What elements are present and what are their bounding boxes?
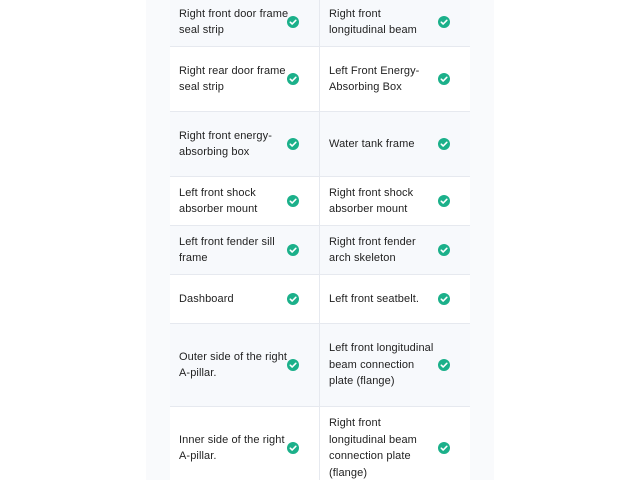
check-circle-icon bbox=[287, 359, 299, 371]
check-circle-icon bbox=[287, 73, 299, 85]
item-cell bbox=[320, 407, 470, 480]
check-circle-icon bbox=[438, 16, 450, 28]
table-row bbox=[170, 324, 470, 407]
check-circle-icon bbox=[287, 195, 299, 207]
item-label: Left front seatbelt. bbox=[329, 292, 420, 305]
item-label: Outer side of the right A-pillar. bbox=[179, 350, 288, 379]
check-circle-icon bbox=[438, 73, 450, 85]
check-circle-icon bbox=[438, 138, 450, 150]
item-cell bbox=[320, 0, 470, 46]
check-circle-icon bbox=[287, 138, 299, 150]
item-cell bbox=[320, 324, 470, 406]
table-row bbox=[170, 47, 470, 112]
item-cell bbox=[170, 112, 320, 176]
item-cell bbox=[170, 275, 320, 323]
item-cell bbox=[320, 275, 470, 323]
inspection-table bbox=[170, 0, 470, 480]
item-label: Right front shock absorber mount bbox=[329, 186, 414, 215]
item-cell bbox=[320, 177, 470, 225]
item-label: Left front shock absorber mount bbox=[179, 186, 258, 215]
item-label: Right front longitudinal beam bbox=[329, 7, 417, 36]
check-circle-icon bbox=[438, 195, 450, 207]
item-label: Right front longitudinal beam connection plate (flange) bbox=[329, 417, 417, 479]
check-circle-icon bbox=[287, 293, 299, 305]
item-label: Left Front Energy-Absorbing Box bbox=[329, 64, 420, 93]
item-cell bbox=[320, 226, 470, 274]
table-row bbox=[170, 177, 470, 226]
item-label: Water tank frame bbox=[329, 137, 415, 150]
item-label: Left front fender sill frame bbox=[179, 235, 275, 264]
item-cell bbox=[170, 407, 320, 480]
item-label: Right front energy-absorbing box bbox=[179, 129, 272, 158]
item-label: Right front fender arch skeleton bbox=[329, 235, 416, 264]
item-cell bbox=[170, 177, 320, 225]
item-cell bbox=[170, 226, 320, 274]
table-row bbox=[170, 226, 470, 275]
item-label: Inner side of the right A-pillar. bbox=[179, 433, 285, 462]
check-circle-icon bbox=[287, 16, 299, 28]
item-cell bbox=[170, 0, 320, 46]
check-circle-icon bbox=[438, 359, 450, 371]
check-circle-icon bbox=[287, 244, 299, 256]
item-cell bbox=[320, 112, 470, 176]
table-row bbox=[170, 275, 470, 324]
item-cell bbox=[320, 47, 470, 111]
item-cell bbox=[170, 324, 320, 406]
item-label: Right rear door frame seal strip bbox=[179, 64, 286, 93]
table-row bbox=[170, 407, 470, 480]
item-label: Right front door frame seal strip bbox=[179, 7, 289, 36]
check-circle-icon bbox=[438, 293, 450, 305]
check-circle-icon bbox=[438, 442, 450, 454]
item-label: Dashboard bbox=[179, 292, 234, 305]
check-circle-icon bbox=[287, 442, 299, 454]
table-row bbox=[170, 0, 470, 47]
item-label: Left front longitudinal beam connection plate (flange) bbox=[329, 342, 434, 388]
item-cell bbox=[170, 47, 320, 111]
check-circle-icon bbox=[438, 244, 450, 256]
table-row bbox=[170, 112, 470, 177]
